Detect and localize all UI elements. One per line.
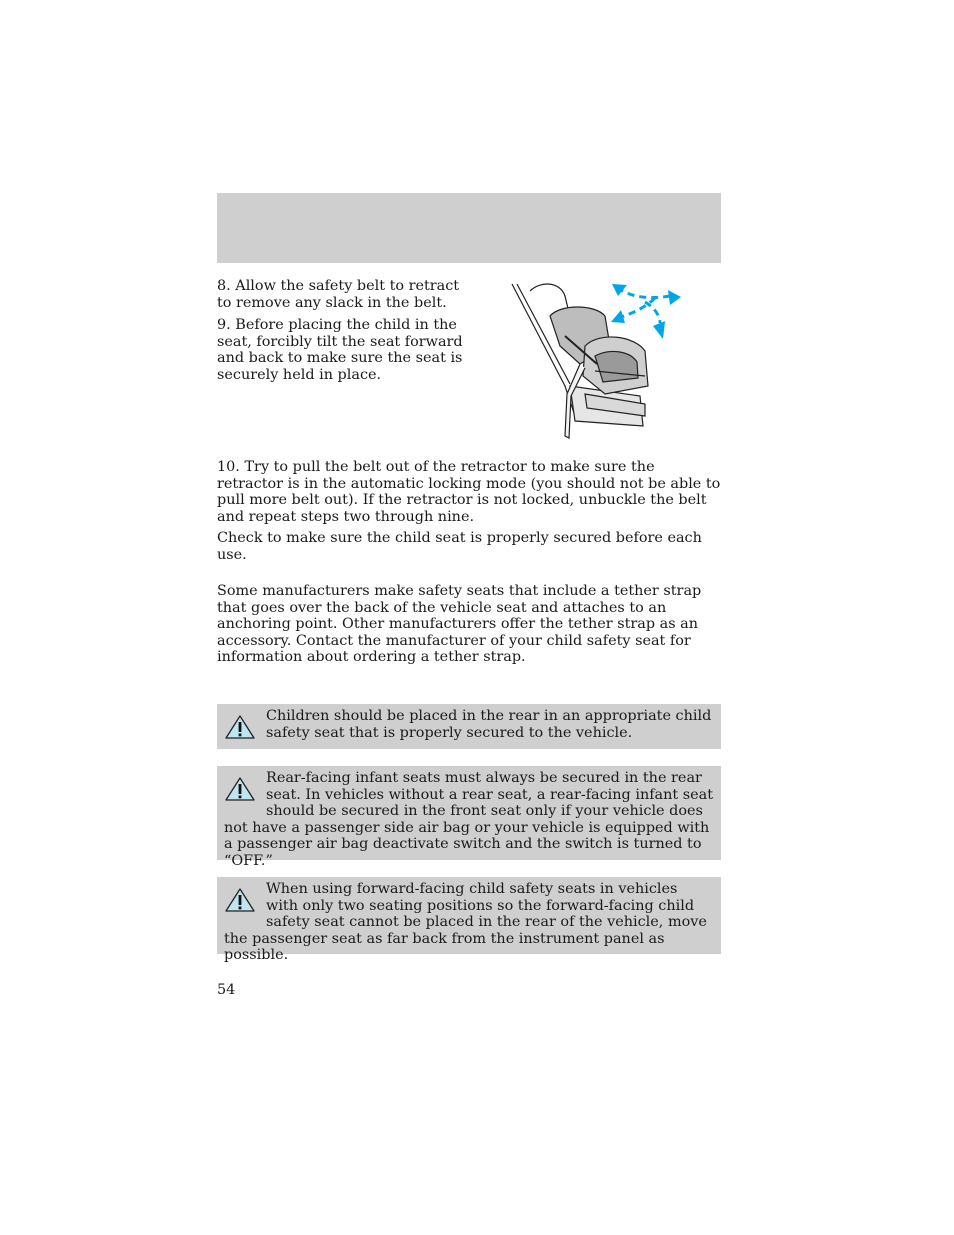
warning-text: Children should be placed in the rear in an appropriate child safety seat that is properly secured to the vehicle. [266, 708, 712, 741]
section-header-bar [217, 193, 721, 263]
step-10-text: 10. Try to pull the belt out of the retractor to make sure the retractor is in the automatic locking mode (you should not be able to pull more belt out). If the retractor is not locked, unbuckle the belt and repeat steps two through nine. [217, 459, 721, 525]
check-text: Check to make sure the child seat is properly secured before each use. [217, 530, 702, 563]
warning-text: When using forward-facing child safety seats in vehicles with only two seating positions so the forward-facing child safety seat cannot be placed in the rear of the vehicle, move the passenger seat as far back from the instrument panel as possible. [224, 881, 707, 963]
warning-box-rear-facing [217, 766, 721, 869]
tether-strap-paragraph: Some manufacturers make safety seats that include a tether strap that goes over the back of the vehicle seat and attaches to an anchoring point. Other manufacturers offer the tether strap as an accessory. Contact the manufacturer of your child safety seat for information about ordering a tether strap. [217, 583, 702, 665]
warning-box-rear-seat [217, 704, 721, 749]
warning-triangle-icon [224, 887, 256, 913]
warning-triangle-icon [224, 714, 256, 740]
step-8-text: 8. Allow the safety belt to retract to remove any slack in the belt. [217, 278, 460, 311]
warning-box-forward-facing [217, 877, 721, 963]
page-number: 54 [217, 982, 236, 998]
warning-text: Rear-facing infant seats must always be secured in the rear seat. In vehicles without a rear seat, a rear-facing infant seat should be secured in the front seat only if your vehicle does not have a passenger side air bag or your vehicle is equipped with a passenger air bag deactivate switch and the switch is turned to “OFF.” [224, 770, 714, 869]
warning-triangle-icon [224, 776, 256, 802]
step-9-text: 9. Before placing the child in the seat, forcibly tilt the seat forward and back to make sure the seat is securely held in place. [217, 317, 463, 383]
child-seat-tilt-illustration [505, 276, 685, 448]
